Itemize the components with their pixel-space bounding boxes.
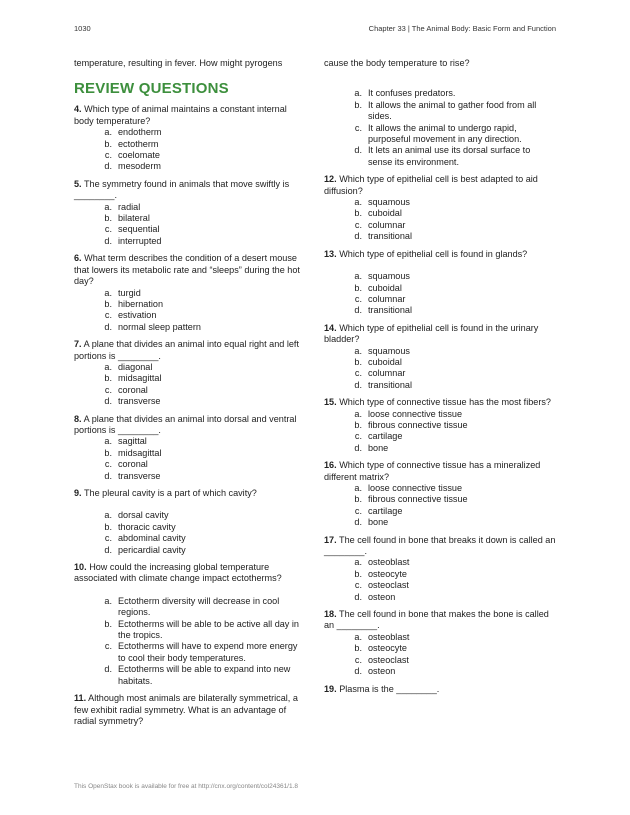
question-text — [74, 488, 306, 499]
answer-option — [324, 123, 556, 146]
answer-options — [74, 436, 306, 482]
option-text: fibrous connective tissue — [368, 419, 468, 430]
answer-option — [324, 431, 556, 442]
question — [74, 562, 306, 687]
option-text: osteocyte — [368, 568, 407, 579]
option-letter: d. — [354, 442, 362, 453]
question — [324, 88, 556, 168]
answer-option — [324, 220, 556, 231]
answer-option — [324, 197, 556, 208]
option-letter: c. — [354, 654, 362, 665]
answer-option — [324, 517, 556, 528]
option-text: diagonal — [118, 361, 153, 372]
option-text: Ectotherms will have to expend more energy to cool their body temperatures. — [118, 641, 298, 663]
option-text: squamous — [368, 197, 410, 208]
option-letter: c. — [354, 505, 362, 516]
option-text: cuboidal — [368, 208, 402, 219]
question-number: 7. — [74, 339, 82, 350]
answer-options — [324, 197, 556, 243]
option-text: cartilage — [368, 431, 403, 442]
option-letter: c. — [354, 431, 362, 442]
answer-option — [74, 310, 306, 321]
left-column — [74, 58, 306, 733]
answer-options — [74, 596, 306, 687]
question — [324, 249, 556, 317]
option-letter: d. — [104, 470, 112, 481]
intro-text-right: cause the body temperature to rise? — [324, 58, 470, 68]
question-number: 11. — [74, 693, 87, 704]
question-number: 18. — [324, 609, 337, 620]
option-text: transverse — [118, 396, 161, 407]
option-letter: b. — [354, 99, 362, 110]
answer-option — [74, 150, 306, 161]
option-letter: c. — [104, 310, 112, 321]
question-number: 5. — [74, 178, 82, 189]
question-text — [74, 562, 306, 585]
section-title: REVIEW QUESTIONS — [74, 80, 229, 98]
page-number: 1030 — [74, 24, 91, 33]
answer-option — [324, 145, 556, 168]
option-text: Ectotherms will be able to expand into new habitats. — [118, 664, 291, 686]
question — [74, 488, 306, 556]
question-prompt: Which type of epithelial cell is found in the urinary bladder? — [324, 322, 539, 345]
answer-option — [324, 580, 556, 591]
question-number: 16. — [324, 460, 337, 471]
option-letter: a. — [354, 345, 362, 356]
question-text — [74, 339, 306, 362]
option-text: osteocyte — [368, 643, 407, 654]
answer-options — [324, 409, 556, 455]
answer-options — [74, 510, 306, 556]
option-letter: d. — [104, 161, 112, 172]
question — [324, 460, 556, 528]
answer-option — [74, 373, 306, 384]
option-text: bone — [368, 517, 389, 528]
left-question-list — [74, 104, 306, 727]
option-text: normal sleep pattern — [118, 321, 201, 332]
option-text: ectotherm — [118, 138, 159, 149]
option-text: endotherm — [118, 127, 162, 138]
option-letter: c. — [354, 219, 362, 230]
option-text: transitional — [368, 379, 412, 390]
option-letter: b. — [354, 494, 362, 505]
question-prompt: Which type of animal maintains a constant internal body temperature? — [74, 104, 287, 126]
question-prompt: A plane that divides an animal into equal right and left portions is ________. — [74, 339, 299, 361]
answer-option — [74, 299, 306, 310]
answer-option — [74, 448, 306, 459]
option-text: coelomate — [118, 150, 160, 161]
right-question-list — [324, 88, 556, 695]
question-prompt: The cell found in bone that breaks it down is called an ________. — [324, 534, 556, 557]
question-prompt: The pleural cavity is a part of which cavity? — [83, 488, 257, 498]
footer-note: This OpenStax book is available for free at http://cnx.org/content/col24361/1.8 — [74, 783, 299, 790]
option-text: osteoblast — [368, 557, 410, 568]
option-letter: a. — [354, 271, 362, 282]
option-text: osteoclast — [368, 654, 409, 665]
option-letter: d. — [354, 231, 362, 242]
answer-option — [324, 380, 556, 391]
answer-options — [324, 483, 556, 529]
option-text: midsagittal — [118, 447, 162, 458]
intro-text-left: temperature, resulting in fever. How might pyrogens — [74, 58, 283, 68]
option-letter: a. — [104, 127, 112, 138]
option-letter: c. — [104, 459, 112, 470]
option-text: osteon — [368, 591, 396, 602]
answer-option — [74, 322, 306, 333]
option-letter: d. — [354, 305, 362, 316]
answer-option — [324, 592, 556, 603]
answer-options — [324, 88, 556, 168]
option-text: coronal — [118, 384, 148, 395]
option-letter: a. — [104, 287, 112, 298]
answer-option — [74, 385, 306, 396]
option-letter: b. — [104, 298, 112, 309]
question-prompt: The cell found in bone that makes the bone is called an ________. — [324, 609, 549, 631]
option-text: midsagittal — [118, 373, 162, 384]
option-letter: a. — [104, 436, 112, 447]
option-text: sequential — [118, 224, 160, 235]
option-text: It confuses predators. — [368, 88, 456, 99]
answer-option — [324, 443, 556, 454]
answer-option — [74, 522, 306, 533]
answer-option — [74, 224, 306, 235]
question — [74, 179, 306, 247]
answer-option — [74, 127, 306, 138]
question-prompt: Which type of connective tissue has the most fibers? — [339, 397, 551, 408]
option-text: columnar — [368, 219, 406, 230]
answer-options — [74, 362, 306, 408]
question — [324, 397, 556, 454]
option-text: Ectotherms will be able to be active all day in the tropics. — [118, 618, 299, 641]
option-letter: c. — [104, 150, 112, 161]
option-text: squamous — [368, 271, 410, 282]
option-letter: c. — [354, 368, 362, 379]
option-letter: b. — [104, 521, 112, 532]
answer-option — [74, 471, 306, 482]
answer-option — [324, 271, 556, 282]
chapter-header: Chapter 33 | The Animal Body: Basic Form and Function — [368, 24, 556, 33]
option-letter: c. — [104, 224, 112, 235]
question-text — [74, 253, 306, 287]
option-text: mesoderm — [118, 161, 161, 172]
question — [324, 323, 556, 391]
question-text — [74, 693, 306, 727]
answer-option — [74, 510, 306, 521]
answer-option — [324, 557, 556, 568]
option-letter: a. — [354, 631, 362, 642]
answer-option — [74, 362, 306, 373]
option-text: radial — [118, 201, 141, 212]
answer-option — [74, 545, 306, 556]
answer-option — [324, 208, 556, 219]
answer-option — [324, 231, 556, 242]
question — [324, 174, 556, 242]
question-prompt: Plasma is the ________. — [339, 683, 440, 694]
option-letter: b. — [354, 419, 362, 430]
question-text — [324, 684, 556, 695]
question-text — [324, 609, 556, 632]
question-prompt: Which type of connective tissue has a mineralized different matrix? — [324, 460, 541, 482]
option-letter: b. — [104, 373, 112, 384]
question-number: 10. — [74, 562, 87, 573]
question-prompt: What term describes the condition of a desert mouse that lowers its metabolic rate and “sleeps” during the hot day? — [74, 253, 300, 287]
question-prompt: Which type of epithelial cell is best adapted to aid diffusion? — [324, 174, 538, 196]
option-letter: c. — [104, 641, 112, 652]
option-letter: c. — [104, 384, 112, 395]
question-prompt: Which type of epithelial cell is found in glands? — [339, 248, 528, 259]
option-letter: a. — [104, 510, 112, 521]
answer-options — [74, 288, 306, 334]
question-text — [74, 414, 306, 437]
option-text: It allows the animal to undergo rapid, purposeful movement in any direction. — [368, 122, 522, 145]
answer-option — [324, 294, 556, 305]
answer-option — [74, 596, 306, 619]
answer-option — [74, 202, 306, 213]
option-letter: a. — [354, 197, 362, 208]
answer-option — [324, 666, 556, 677]
option-text: cuboidal — [368, 356, 402, 367]
question — [74, 253, 306, 333]
question-text — [74, 179, 306, 202]
option-text: turgid — [118, 287, 141, 298]
answer-option — [324, 420, 556, 431]
answer-options — [324, 632, 556, 678]
option-letter: b. — [104, 618, 112, 629]
option-letter: d. — [354, 145, 362, 156]
question-text — [74, 104, 306, 127]
question-prompt: How could the increasing global temperature associated with climate change impact ectotherms? — [74, 562, 282, 584]
option-letter: c. — [354, 293, 362, 304]
option-text: cuboidal — [368, 282, 402, 293]
question-number: 14. — [324, 322, 337, 333]
option-text: It lets an animal use its dorsal surface to sense its environment. — [368, 145, 531, 167]
answer-option — [324, 100, 556, 123]
option-letter: b. — [354, 282, 362, 293]
question-text — [324, 397, 556, 408]
option-text: dorsal cavity — [118, 510, 169, 521]
answer-options — [324, 557, 556, 603]
option-text: interrupted — [118, 235, 162, 246]
option-text: transitional — [368, 231, 412, 242]
answer-option — [324, 483, 556, 494]
option-letter: b. — [354, 643, 362, 654]
question — [324, 609, 556, 677]
answer-option — [324, 357, 556, 368]
question — [324, 535, 556, 603]
question-text — [324, 249, 556, 260]
answer-option — [74, 664, 306, 687]
option-letter: a. — [354, 408, 362, 419]
question-number: 9. — [74, 488, 82, 498]
option-text: hibernation — [118, 298, 163, 309]
option-letter: b. — [354, 568, 362, 579]
question-number: 12. — [324, 174, 337, 185]
option-letter: a. — [104, 595, 112, 606]
answer-option — [74, 236, 306, 247]
question-number: 17. — [324, 534, 337, 545]
option-text: cartilage — [368, 505, 403, 516]
answer-option — [324, 632, 556, 643]
answer-options — [74, 127, 306, 173]
answer-option — [324, 569, 556, 580]
option-text: loose connective tissue — [368, 483, 463, 493]
option-text: osteon — [368, 666, 396, 677]
question — [74, 339, 306, 407]
answer-option — [324, 506, 556, 517]
question-number: 4. — [74, 104, 82, 115]
option-letter: d. — [104, 544, 112, 555]
question-number: 13. — [324, 248, 337, 259]
option-letter: a. — [354, 557, 362, 568]
option-letter: c. — [104, 533, 112, 544]
answer-option — [324, 655, 556, 666]
question-number: 19. — [324, 683, 337, 694]
option-text: fibrous connective tissue — [368, 494, 468, 505]
option-letter: a. — [354, 483, 362, 493]
option-letter: c. — [354, 122, 362, 133]
question — [324, 684, 556, 695]
answer-option — [324, 643, 556, 654]
question — [74, 693, 306, 727]
option-text: Ectotherm diversity will decrease in cool regions. — [118, 595, 280, 618]
option-letter: b. — [354, 208, 362, 219]
option-text: abdominal cavity — [118, 533, 186, 544]
answer-option — [324, 494, 556, 505]
answer-option — [324, 88, 556, 99]
answer-options — [324, 346, 556, 392]
question-prompt: A plane that divides an animal into dorsal and ventral portions is ________. — [74, 413, 297, 435]
question-text — [324, 323, 556, 346]
option-letter: b. — [104, 447, 112, 458]
answer-option — [74, 139, 306, 150]
option-letter: a. — [104, 201, 112, 212]
question-text — [324, 535, 556, 558]
option-letter: d. — [104, 321, 112, 332]
question-prompt: Although most animals are bilaterally symmetrical, a few exhibit radial symmetry. What is an advantage of radial symmetry? — [74, 693, 298, 726]
option-text: loose connective tissue — [368, 408, 463, 419]
option-text: sagittal — [118, 436, 147, 447]
option-text: osteoblast — [368, 631, 410, 642]
question-prompt: The symmetry found in animals that move swiftly is ________. — [74, 178, 290, 201]
question-number: 6. — [74, 253, 82, 264]
option-letter: b. — [104, 138, 112, 149]
answer-options — [324, 271, 556, 317]
answer-option — [324, 409, 556, 420]
question-number: 8. — [74, 413, 82, 424]
option-text: columnar — [368, 368, 406, 379]
answer-option — [74, 619, 306, 642]
option-letter: a. — [104, 361, 112, 372]
option-text: It allows the animal to gather food from all sides. — [368, 99, 537, 122]
answer-option — [324, 305, 556, 316]
answer-option — [74, 641, 306, 664]
answer-option — [74, 533, 306, 544]
option-text: transverse — [118, 470, 161, 481]
answer-option — [74, 459, 306, 470]
option-letter: d. — [104, 396, 112, 407]
option-text: pericardial cavity — [118, 544, 186, 555]
question — [74, 414, 306, 482]
question — [74, 104, 306, 172]
option-text: squamous — [368, 345, 410, 356]
question-text — [324, 460, 556, 483]
option-letter: d. — [354, 666, 362, 677]
option-letter: a. — [354, 88, 362, 99]
answer-option — [74, 396, 306, 407]
answer-option — [74, 161, 306, 172]
option-letter: c. — [354, 580, 362, 591]
option-text: bone — [368, 442, 389, 453]
option-text: thoracic cavity — [118, 521, 176, 532]
right-column — [324, 58, 556, 701]
answer-option — [324, 346, 556, 357]
option-text: coronal — [118, 459, 148, 470]
answer-option — [324, 368, 556, 379]
option-text: estivation — [118, 310, 157, 321]
option-letter: b. — [354, 356, 362, 367]
option-text: transitional — [368, 305, 412, 316]
answer-option — [74, 288, 306, 299]
option-letter: d. — [104, 664, 112, 675]
option-letter: d. — [104, 235, 112, 246]
option-letter: d. — [354, 517, 362, 528]
option-text: osteoclast — [368, 580, 409, 591]
option-letter: d. — [354, 591, 362, 602]
answer-option — [74, 436, 306, 447]
question-number: 15. — [324, 397, 337, 408]
question-text — [324, 174, 556, 197]
answer-option — [74, 213, 306, 224]
answer-option — [324, 283, 556, 294]
option-text: bilateral — [118, 213, 150, 224]
option-text: columnar — [368, 293, 406, 304]
option-letter: d. — [354, 379, 362, 390]
option-letter: b. — [104, 213, 112, 224]
answer-options — [74, 202, 306, 248]
